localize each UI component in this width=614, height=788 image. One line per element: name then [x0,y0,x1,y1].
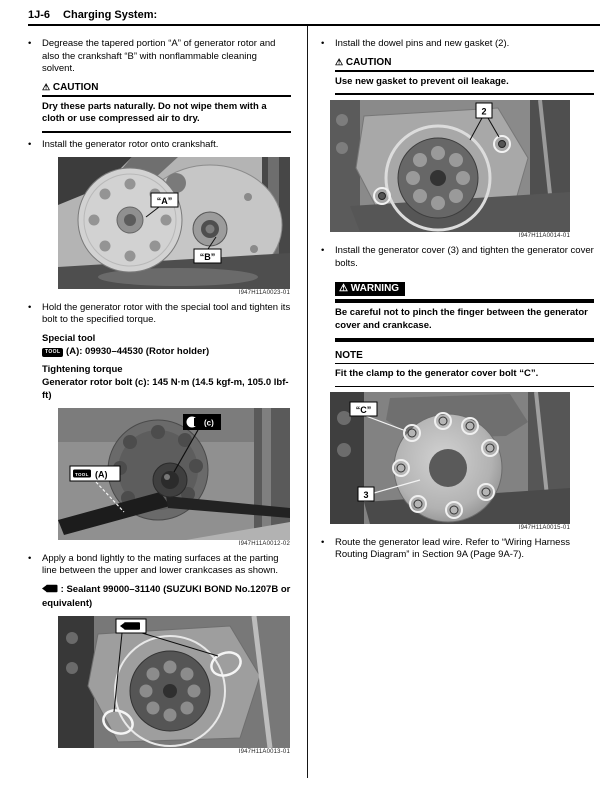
page-title: Charging System: [63,9,158,21]
two-column-layout [0,26,614,778]
photo-bond-apply [58,616,290,755]
note-label: NOTE [335,350,363,362]
warning-triangle-icon: ⚠ [339,283,348,295]
tool-icon: TOOL [75,471,89,477]
left-column [0,26,307,778]
photo-caption: I947H11A0014-01 [518,233,570,240]
special-tool-block [42,333,291,359]
photo-dowel-gasket [330,100,570,239]
photo-caption: I947H11A0023-01 [238,289,290,296]
tightening-torque-block [42,364,291,402]
label-a: “A” [156,195,173,206]
rule [42,131,291,133]
special-tool-text: (A): 09930–44530 (Rotor holder) [66,345,210,357]
torque-heading: Tightening torque [42,364,123,376]
right-column [307,26,614,778]
caution-box-gasket [335,57,594,96]
caution-box-dry [42,82,291,134]
warning-text: Be careful not to pinch the finger between the generator cover and crankcase. [335,307,588,332]
step-apply-bond: • Apply a bond lightly to the mating surfaces at the parting line between the upper and lower crankcases as shown. [28,553,291,578]
sealant-text: : Sealant 99000–31140 (SUZUKI BOND No.1207B or equivalent) [42,583,291,609]
torque-text: Generator rotor bolt (c): 145 N·m (14.5 kgf-m, 105.0 lbf-ft) [42,377,289,402]
special-tool-heading: Special tool [42,332,96,344]
warning-triangle-icon: ⚠ [42,81,51,92]
label-b: “B” [199,251,216,262]
step-route-lead-wire: • Route the generator lead wire. Refer to “Wiring Harness Routing Diagram” in Section 9A (Page 9A-7). [321,537,594,562]
rule [335,338,594,342]
page-header [0,0,614,21]
section-code: 1J-6 [28,9,51,21]
photo-rotor-taper [58,157,290,296]
step-install-cover: • Install the generator cover (3) and tighten the generator cover bolts. [321,245,594,270]
label-3: 3 [363,489,369,500]
label-tool-a: (A) [95,469,108,480]
step-install-rotor: • Install the generator rotor onto crankshaft. [28,139,291,152]
note-text: Fit the clamp to the generator cover bolt “C”. [335,368,539,380]
tool-icon: TOOL [42,348,63,357]
label-c: “C” [355,404,372,415]
warning-label: WARNING [350,283,400,295]
caution-label: CAUTION [345,56,392,68]
label-c: (c) [204,418,214,428]
photo-generator-cover [330,392,570,531]
warning-triangle-icon: ⚠ [335,56,344,67]
photo-caption: I947H11A0015-01 [518,524,570,531]
photo-caption: I947H11A0013-01 [238,748,290,755]
sealant-tube-icon [42,584,58,598]
rule [335,386,594,387]
photo-rotor-holder [58,408,290,547]
sealant-block [42,584,291,611]
label-2: 2 [481,106,487,117]
cover-center [429,449,467,487]
step-dowel-gasket: • Install the dowel pins and new gasket (2). [321,38,594,51]
caution-text: Dry these parts naturally. Do not wipe them with a cloth or use compressed air to dry. [42,100,267,125]
caution-label: CAUTION [52,81,99,93]
warning-box [335,278,594,342]
photo-caption: I947H11A0012-02 [238,540,290,547]
step-hold-rotor: • Hold the generator rotor with the special tool and tighten its bolt to the specified torque. [28,302,291,327]
caution-text: Use new gasket to prevent oil leakage. [335,75,509,87]
note-box [335,350,594,387]
step-degrease: • Degrease the tapered portion “A” of generator rotor and also the crankshaft “B” with nonflammable cleaning solvent. [28,38,291,76]
rule [335,93,594,95]
